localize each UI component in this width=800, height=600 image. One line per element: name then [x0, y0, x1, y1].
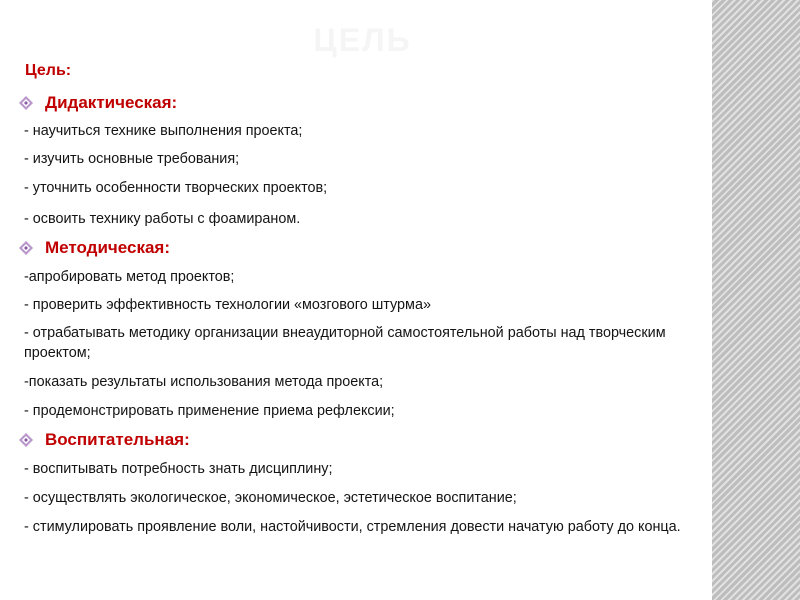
- diamond-bullet-icon: [19, 241, 33, 255]
- list-item: - стимулировать проявление воли, настойчивости, стремления довести начатую работу до конца.: [24, 519, 681, 535]
- list-item: - осуществлять экологическое, экономическое, эстетическое воспитание;: [24, 490, 517, 506]
- list-item: - отрабатывать методику организации внеаудиторной самостоятельной работы над творческим проектом;: [24, 325, 666, 361]
- section-heading-methodical: [19, 238, 170, 258]
- goal-label: Цель:: [25, 62, 72, 79]
- diamond-bullet-icon: [19, 433, 33, 447]
- section-heading-didactic: [19, 93, 177, 113]
- list-item: - воспитывать потребность знать дисциплину;: [24, 461, 333, 477]
- list-item: -апробировать метод проектов;: [24, 269, 235, 285]
- section-heading-label: Дидактическая:: [45, 93, 178, 112]
- section-heading-label: Методическая:: [45, 238, 170, 257]
- list-item: - проверить эффективность технологии «мозгового штурма»: [24, 297, 431, 313]
- list-item: - уточнить особенности творческих проектов;: [24, 180, 328, 196]
- section-heading-label: Воспитательная:: [45, 430, 190, 449]
- list-item: - научиться технике выполнения проекта;: [24, 123, 303, 139]
- list-item: - освоить технику работы с фоамираном.: [24, 211, 301, 227]
- list-item: -показать результаты использования метода проекта;: [24, 374, 384, 390]
- diamond-bullet-icon: [19, 96, 33, 110]
- section-heading-educational: [19, 430, 190, 450]
- list-item: - продемонстрировать применение приема рефлексии;: [24, 403, 395, 419]
- decorative-side-strip: [712, 0, 800, 600]
- slide-title: ЦЕЛЬ: [313, 22, 412, 58]
- list-item: - изучить основные требования;: [24, 151, 240, 167]
